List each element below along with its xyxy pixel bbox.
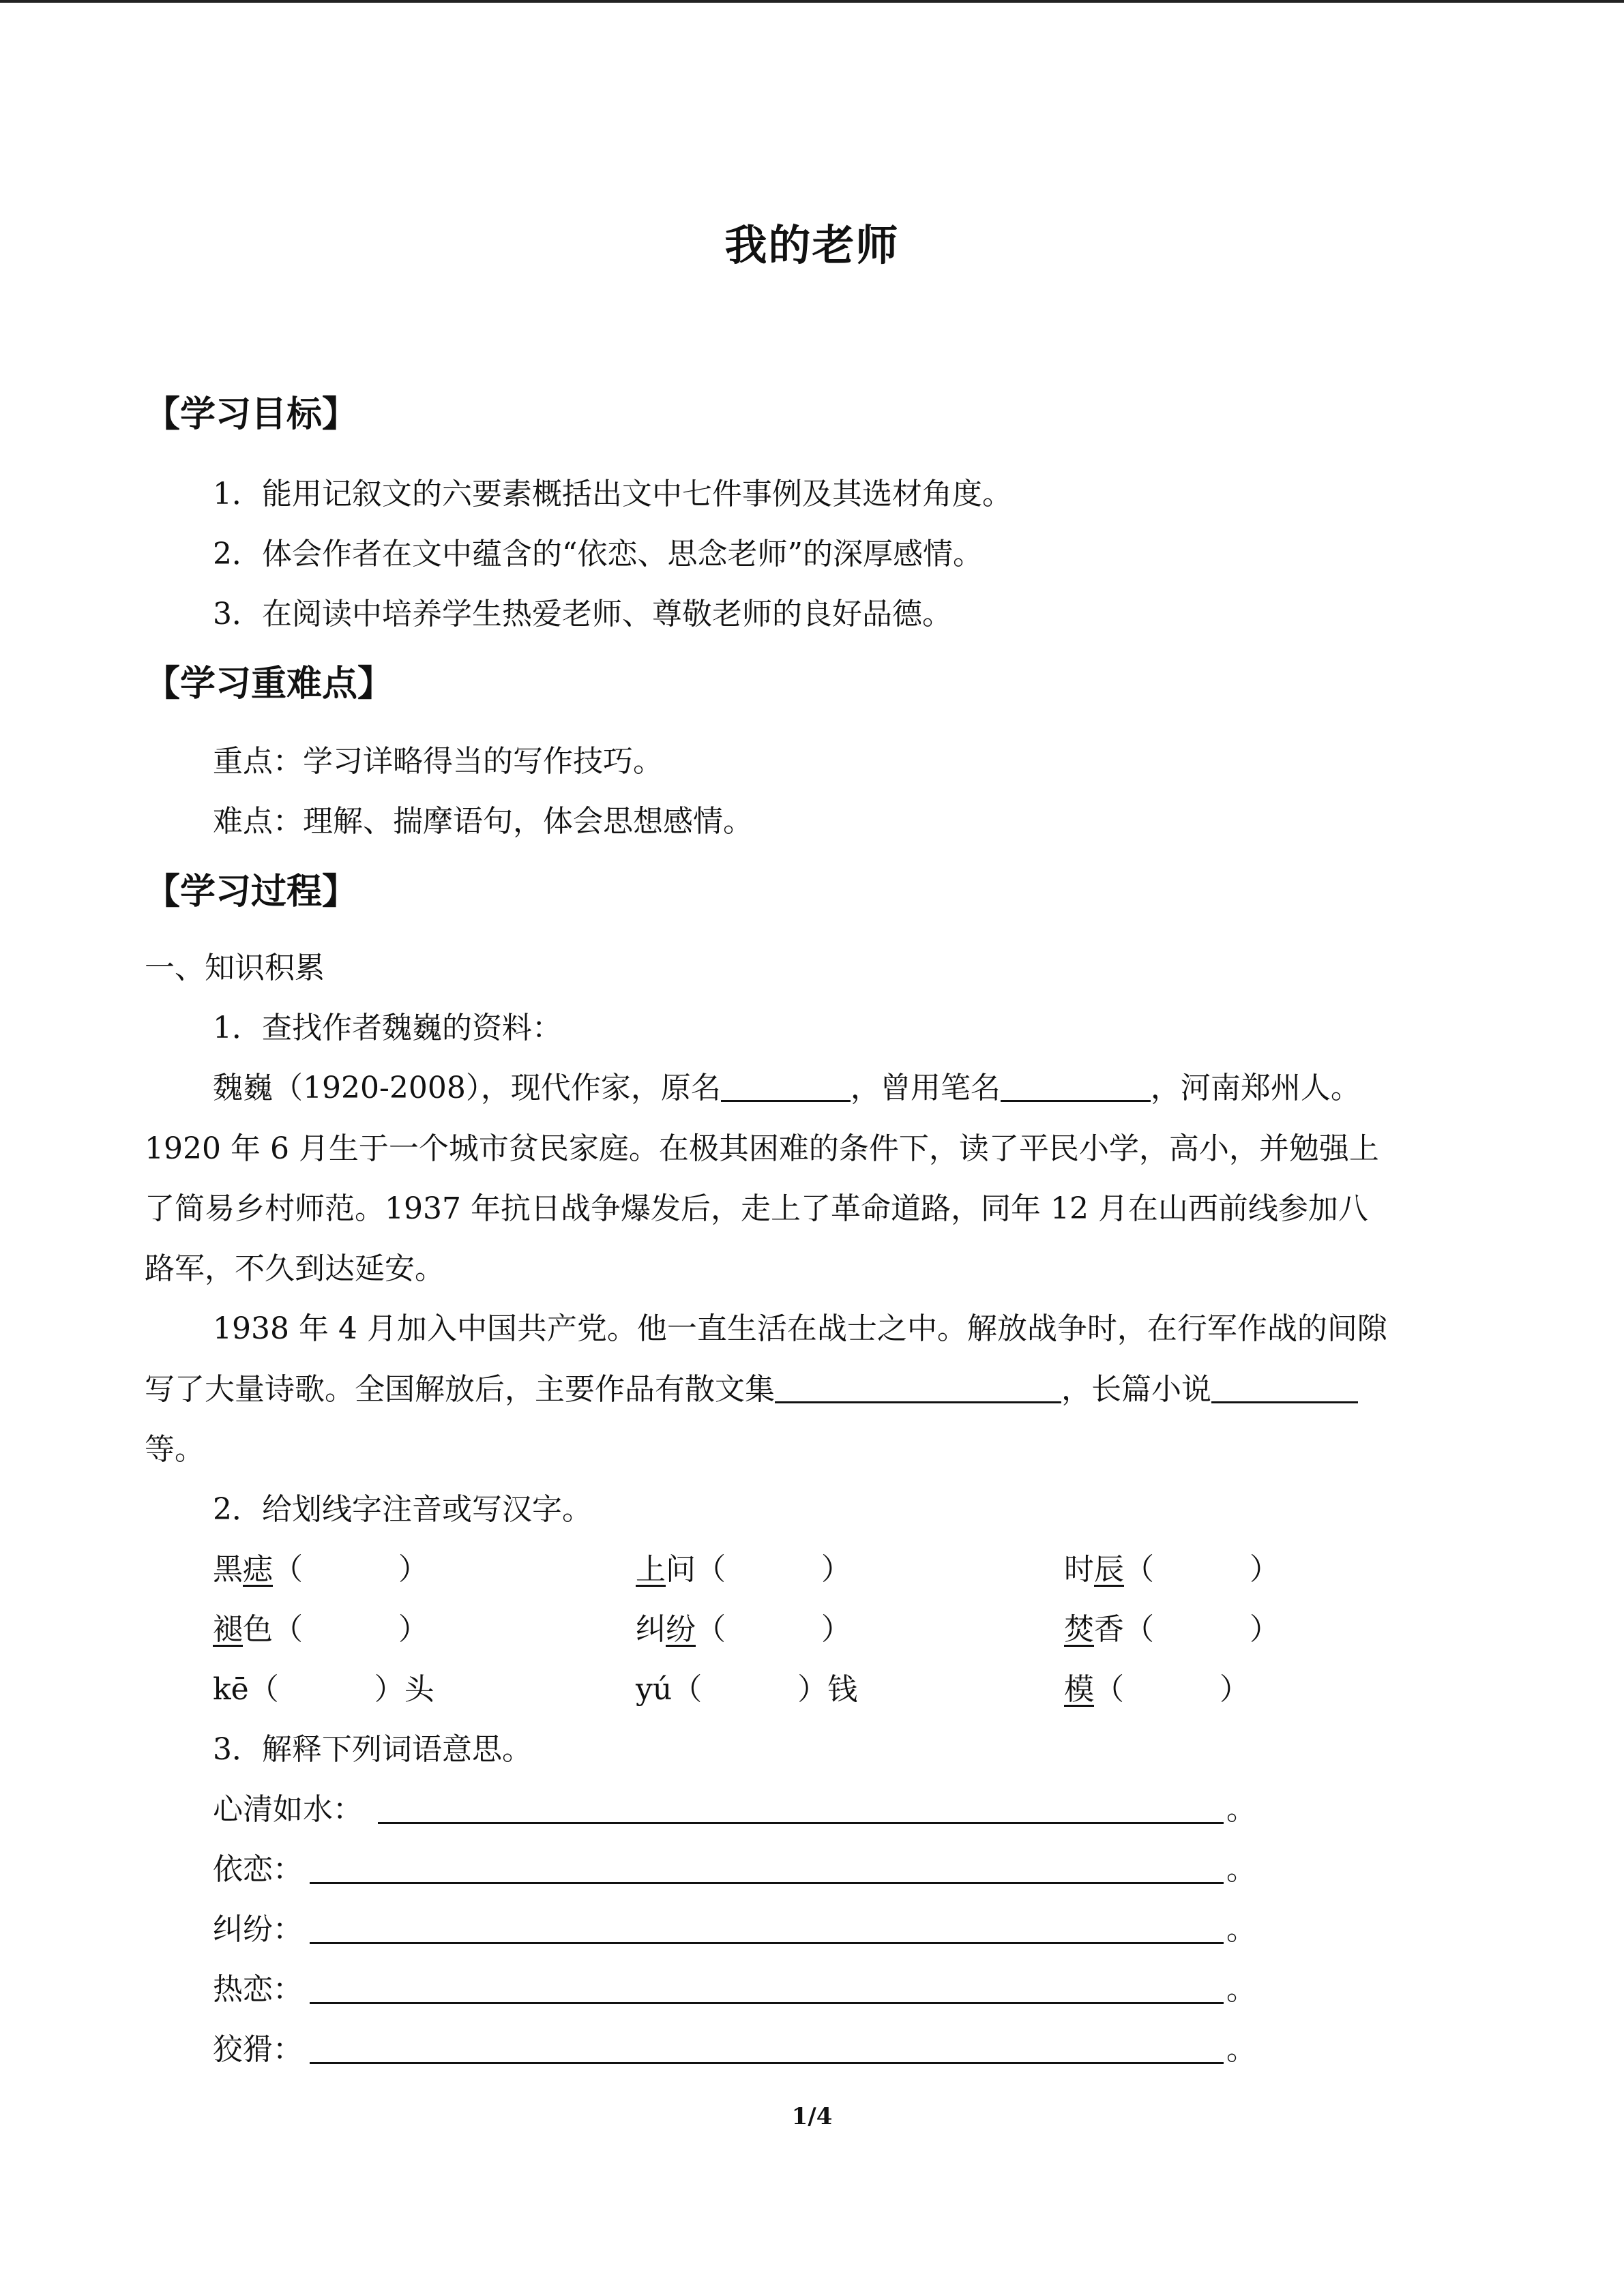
definition-term: 纠纷： (213, 1912, 303, 1947)
bio-line-2: 1920 年 6 月生于一个城市贫民家庭。在极其困难的条件下，读了平民小学，高小，并勉强上 (145, 1131, 1379, 1166)
bio-line-3: 了简易乡村师范。1937 年抗日战争爆发后，走上了革命道路，同年 12 月在山西前线参加八 (145, 1191, 1368, 1226)
definition-term: 心清如水： (213, 1792, 363, 1827)
pen-name-blank[interactable] (1001, 1070, 1151, 1102)
underlined-char: 痣 (243, 1552, 273, 1587)
bio-text-a3: ，河南郑州人。 (1150, 1071, 1361, 1105)
definition-answer-line[interactable] (310, 1882, 1224, 1884)
pinyin-item: 焚香（ ） (1064, 1612, 1280, 1647)
bio-line-4: 路军，不久到达延安。 (145, 1251, 445, 1286)
definition-answer-line[interactable] (310, 1942, 1224, 1944)
novel-blank[interactable] (1211, 1371, 1358, 1403)
section-process-heading: 【学习过程】 (145, 871, 358, 912)
pinyin-item: 上问（ ） (636, 1552, 851, 1587)
pinyin-item: 褪色（ ） (213, 1612, 428, 1647)
question-3: 3．解释下列词语意思。 (213, 1732, 532, 1767)
goal-2: 2．体会作者在文中蕴含的“依恋、思念老师”的深厚感情。 (213, 537, 983, 571)
definition-row: 纠纷： 。 (213, 1912, 1256, 1947)
bio-p2-line-1: 1938 年 4 月加入中国共产党。他一直生活在战士之中。解放战争时，在行军作战的间隙 (213, 1311, 1387, 1346)
question-1: 1．查找作者魏巍的资料： (213, 1011, 562, 1045)
key-point-focus: 重点：学习详略得当的写作技巧。 (213, 744, 663, 779)
question-2: 2．给划线字注音或写汉字。 (213, 1492, 592, 1527)
page-title: 我的老师 (724, 220, 900, 270)
pinyin-item: kē（ ）头 (213, 1672, 434, 1707)
part1-heading: 一、知识积累 (145, 951, 325, 985)
bio-p2-line-3: 等。 (145, 1432, 205, 1467)
section-goals-heading: 【学习目标】 (145, 394, 358, 435)
key-point-difficulty: 难点：理解、揣摩语句，体会思想感情。 (213, 804, 753, 839)
definition-answer-line[interactable] (310, 2062, 1224, 2064)
goal-3: 3．在阅读中培养学生热爱老师、尊敬老师的良好品德。 (213, 597, 952, 631)
underlined-char: 纷 (666, 1612, 696, 1647)
definition-row: 依恋： 。 (213, 1852, 1256, 1887)
bio-p2-text-a: 写了大量诗歌。全国解放后，主要作品有散文集 (145, 1372, 775, 1407)
pinyin-item: 纠纷（ ） (636, 1612, 851, 1647)
definition-answer-line[interactable] (310, 2002, 1224, 2004)
definition-row: 狡猾： 。 (213, 2032, 1256, 2067)
section-key-points-heading: 【学习重难点】 (145, 664, 394, 704)
definition-row: 心清如水： 。 (213, 1792, 1256, 1827)
bio-text-a2: ，曾用笔名 (850, 1071, 1001, 1105)
definition-row: 热恋： 。 (213, 1972, 1256, 2007)
prose-collection-blank[interactable] (775, 1371, 1061, 1403)
definition-term: 狡猾： (213, 2032, 303, 2067)
bio-line-1 (213, 1068, 1466, 1109)
definition-term: 热恋： (213, 1972, 303, 2007)
bio-p2-text-b: ，长篇小说 (1061, 1372, 1211, 1407)
definition-term: 依恋： (213, 1852, 303, 1887)
original-name-blank[interactable] (721, 1070, 851, 1102)
pinyin-item: 黑痣（ ） (213, 1552, 428, 1587)
page-number: 1/4 (791, 2103, 833, 2130)
definition-answer-line[interactable] (378, 1822, 1224, 1824)
bio-text-a1: 魏巍（1920-2008），现代作家，原名 (213, 1071, 721, 1105)
bio-p2-line-2 (145, 1369, 1466, 1410)
underlined-char: 焚 (1064, 1612, 1094, 1647)
goal-1: 1．能用记叙文的六要素概括出文中七件事例及其选材角度。 (213, 477, 1012, 511)
pinyin-item: 模（ ） (1064, 1672, 1250, 1707)
underlined-char: 上 (636, 1552, 666, 1587)
pinyin-item: 时辰（ ） (1064, 1552, 1280, 1587)
pinyin-item: yú（ ）钱 (636, 1672, 858, 1707)
underlined-char: 辰 (1094, 1552, 1124, 1587)
top-border (0, 0, 1624, 3)
underlined-char: 褪 (213, 1612, 243, 1647)
underlined-char: 模 (1064, 1672, 1094, 1707)
